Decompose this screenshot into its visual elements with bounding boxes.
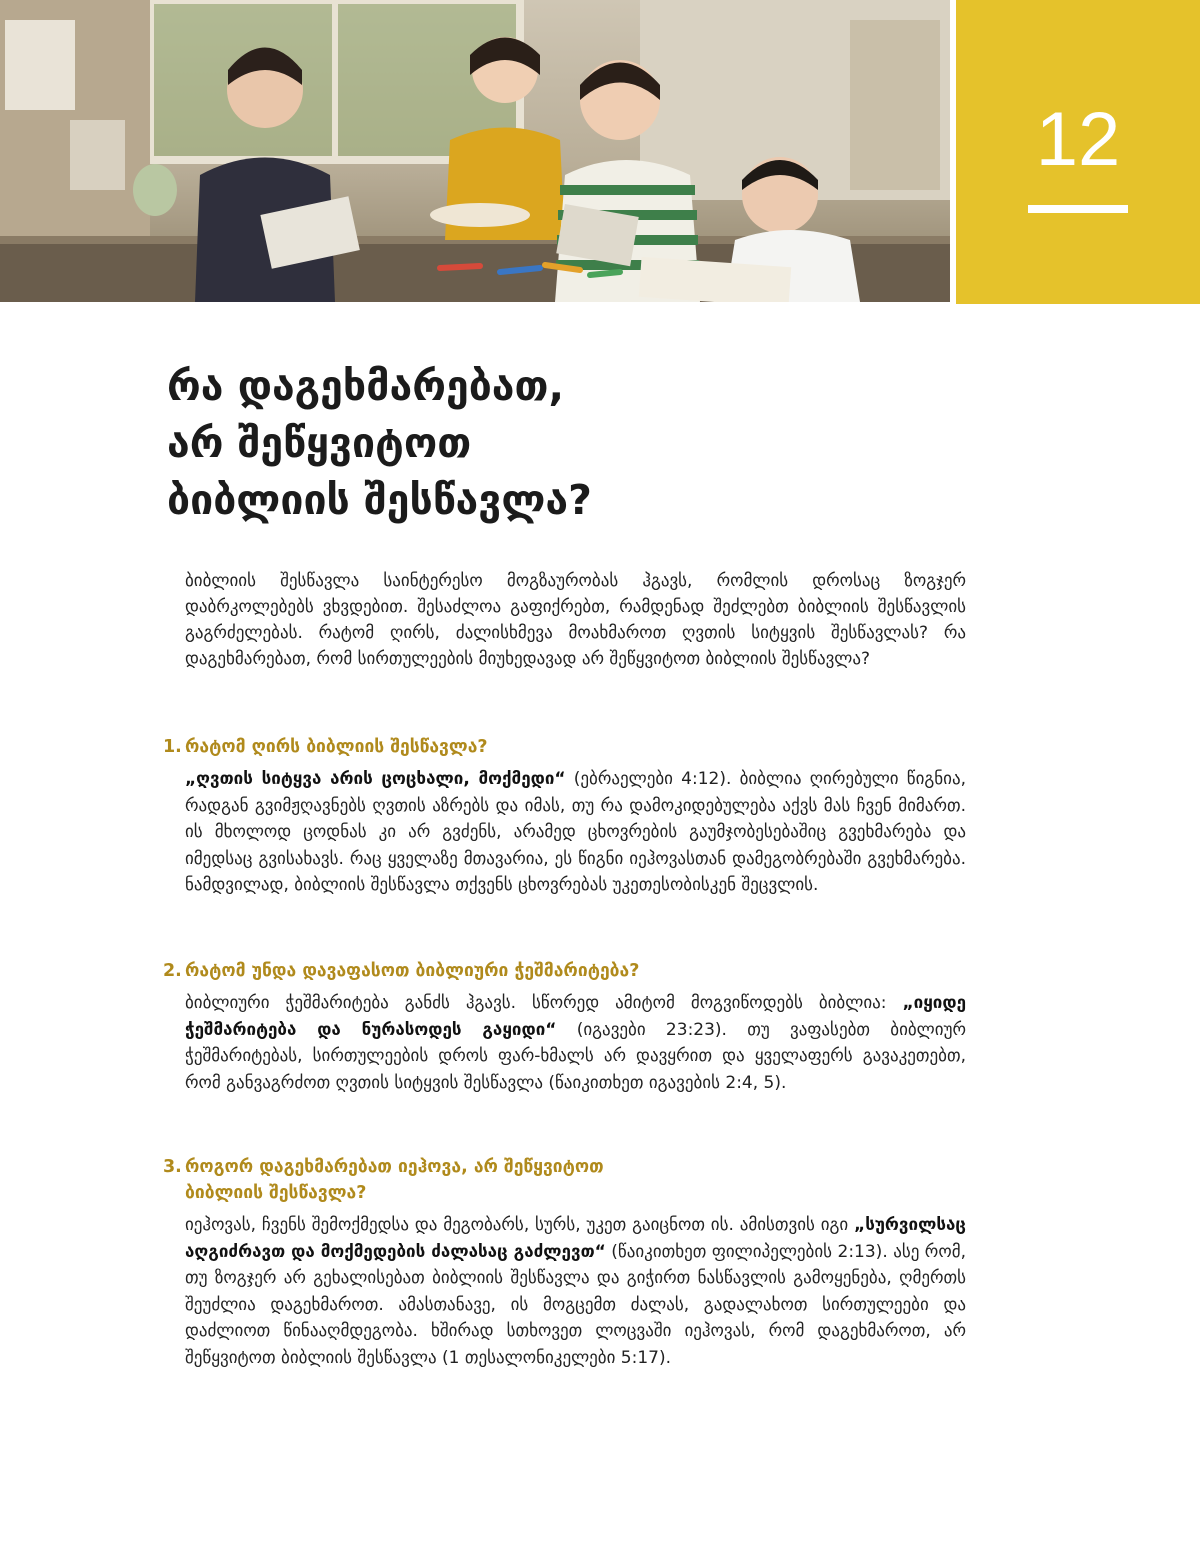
page-title: რა დაგეხმარებათ, არ შეწყვიტოთ ბიბლიის შესწავლა? bbox=[167, 362, 592, 524]
question-number: 1. bbox=[163, 737, 182, 757]
answer-paragraph-3 bbox=[185, 1212, 966, 1371]
family-study-illustration bbox=[0, 0, 950, 302]
question-number: 2. bbox=[163, 961, 182, 981]
scripture-quote: „სურვილსაც აღგიძრავთ და მოქმედების ძალასაც გაძლევთ“ bbox=[185, 1215, 966, 1262]
lesson-number-box bbox=[956, 0, 1200, 304]
question-text-line-2: ბიბლიის შესწავლა? bbox=[185, 1183, 367, 1203]
question-heading-2 bbox=[163, 958, 963, 984]
answer-paragraph-2 bbox=[185, 990, 966, 1096]
question-text: რატომ ღირს ბიბლიის შესწავლა? bbox=[185, 737, 488, 757]
question-text: რატომ უნდა დავაფასოთ ბიბლიური ჭეშმარიტება? bbox=[185, 961, 640, 981]
lesson-number: 12 bbox=[1035, 97, 1121, 182]
question-heading-3 bbox=[163, 1154, 963, 1206]
answer-paragraph-1 bbox=[185, 766, 966, 899]
lesson-number-underline bbox=[1028, 205, 1128, 213]
scripture-quote: „იყიდე ჭეშმარიტება და ნურასოდეს გაყიდი“ bbox=[185, 993, 966, 1040]
question-number: 3. bbox=[163, 1157, 182, 1177]
answer-text: (იგავები 23:23). თუ ვაფასებთ ბიბლიურ ჭეშმარიტებას, სირთულეების დროს ფარ-ხმალს არ დავყრით და ყველაფერს გავაკეთებთ, რომ განვაგრძოთ ღვთის სიტყვის შესწავლა (წაიკითხეთ იგავების 2:4, 5). bbox=[185, 1019, 966, 1093]
answer-text-before: ბიბლიური ჭეშმარიტება განძს ჰგავს. სწორედ ამიტომ მოგვიწოდებს ბიბლია: bbox=[185, 993, 903, 1013]
question-text-line-1: როგორ დაგეხმარებათ იეჰოვა, არ შეწყვიტოთ bbox=[185, 1157, 604, 1177]
scripture-quote: „ღვთის სიტყვა არის ცოცხალი, მოქმედი“ bbox=[185, 769, 566, 789]
hero-photo bbox=[0, 0, 950, 302]
question-heading-1 bbox=[163, 734, 963, 760]
answer-text: (ებრაელები 4:12). ბიბლია ღირებული წიგნია, რადგან გვიმჟღავნებს ღვთის აზრებს და იმას, თუ რა დამოკიდებულება აქვს მას ჩვენ მიმართ. ის მხოლოდ ცოდნას კი არ გვძენს, არამედ ცხოვრების გაუმჯობესებაშიც გვეხმარება და იმედსაც გვისახავს. რაც ყველაზე მთავარია, ეს წიგნი იეჰოვასთან დამეგობრებაში გვეხმარება. ნამდვილად, ბიბლიის შესწავლა თქვენს ცხოვრებას უკეთესობისკენ შეცვლის. bbox=[185, 769, 966, 895]
answer-text-before: იეჰოვას, ჩვენს შემოქმედსა და მეგობარს, სურს, უკეთ გაიცნოთ ის. ამისთვის იგი bbox=[185, 1215, 855, 1235]
intro-paragraph: ბიბლიის შესწავლა საინტერესო მოგზაურობას ჰგავს, რომლის დროსაც ზოგჯერ დაბრკოლებებს ვხვდებით. შესაძლოა გაფიქრებთ, რამდენად შეძლებთ ბიბლიის შესწავლის გაგრძელებას. რატომ ღირს, ძალისხმევა მოახმაროთ ღვთის სიტყვის შესწავლას? რა დაგეხმარებათ, რომ სირთულეების მიუხედავად არ შეწყვიტოთ ბიბლიის შესწავლა? bbox=[185, 571, 966, 669]
answer-text: (წაიკითხეთ ფილიპელების 2:13). ასე რომ, თუ ზოგჯერ არ გეხალისებათ ბიბლიის შესწავლა და გიჭირთ ნასწავლის გამოყენება, ღმერთს შეუძლია დაგეხმაროთ. ამასთანავე, ის მოგცემთ ძალას, გადალახოთ სირთულეები და დაძლიოთ წინააღმდეგობა. ხშირად სთხოვეთ ლოცვაში იეჰოვას, რომ დაგეხმაროთ, არ შეწყვიტოთ ბიბლიის შესწავლა (1 თესალონიკელები 5:17). bbox=[185, 1241, 966, 1368]
